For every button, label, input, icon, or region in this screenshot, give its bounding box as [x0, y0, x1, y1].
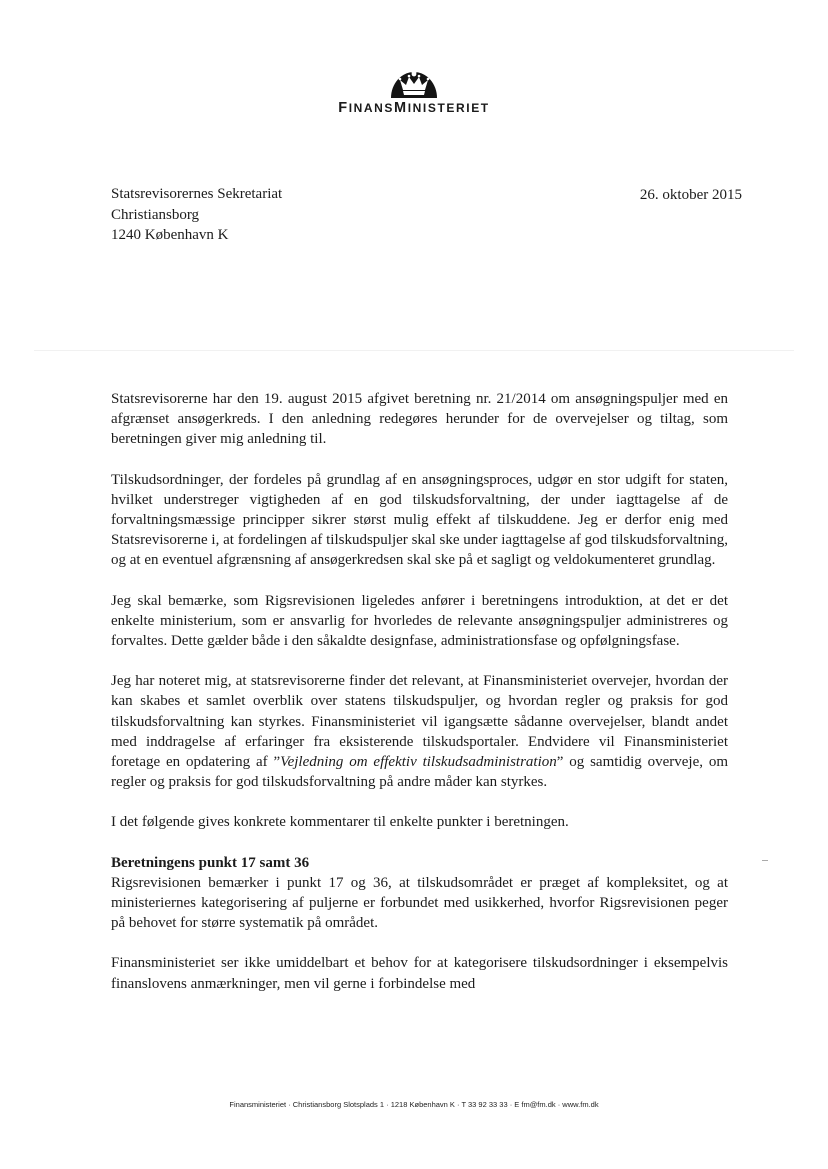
recipient-address: [111, 184, 282, 246]
letter-body: [111, 389, 728, 994]
paragraph-4: Jeg har noteret mig, at statsrevisorerne finder det relevant, at Finansministeriet overvejer, hvordan der kan skabes et samlet overblik over statens tilskudspuljer, og hvordan regler og praksis for god tilskudsforvaltning kan styrkes. Finansministeriet vil igangsætte sådanne overvejelser, blandt andet med inddragelse af erfaringer fra eksisterende tilskudsportaler. Endvidere vil Finansministeriet foretage en opdatering af ”Vejledning om effektiv tilskudsadministration” og samtidig overveje, om regler og praksis for god tilskudsforvaltning på andre måder kan styrkes.: [111, 673, 728, 791]
footer-contact: Finansministeriet · Christiansborg Slotsplads 1 · 1218 København K · T 33 92 33 33 · E fm@fm.dk · www.fm.dk: [229, 1100, 599, 1109]
crown-logo-icon: [389, 68, 439, 98]
section-heading: Beretningens punkt 17 samt 36: [111, 854, 310, 871]
paragraph-3: Jeg skal bemærke, som Rigsrevisionen ligeledes anfører i beretningens introduktion, at det er det enkelte ministerium, som er ansvarlig for hvorledes de relevante ansøgningspuljer administreres og forvaltes. Dette gælder både i den såkaldte designfase, administrationsfase og opfølgningsfase.: [111, 592, 728, 650]
ministry-name: FINANSMINISTERIET: [338, 100, 490, 116]
paragraph-5: I det følgende gives konkrete kommentarer til enkelte punkter i beretningen.: [111, 814, 569, 831]
letter-date: 26. oktober 2015: [639, 187, 742, 203]
ministry-logo: [0, 68, 828, 98]
paragraph-1: Statsrevisorerne har den 19. august 2015 afgivet beretning nr. 21/2014 om ansøgningspuljer med en afgrænset ansøgerkreds. I den anledning redegøres herunder for de overvejelser og tiltag, som beretningen giver mig anledning til.: [111, 391, 728, 448]
margin-mark: [762, 860, 768, 861]
recipient-line-1: Statsrevisorernes Sekretariat: [111, 186, 283, 202]
paragraph-7: Finansministeriet ser ikke umiddelbart et behov for at kategorisere tilskudsordninger i eksempelvis finanslovens anmærkninger, men vil gerne i forbindelse med: [111, 955, 728, 992]
recipient-line-3: 1240 København K: [111, 227, 229, 243]
guide-title: Vejledning om effektiv tilskudsadministration: [280, 754, 557, 771]
faint-divider: [34, 350, 794, 351]
recipient-line-2: Christiansborg: [111, 206, 200, 223]
paragraph-2: Tilskudsordninger, der fordeles på grundlag af en ansøgningsproces, udgør en stor udgift for staten, hvilket understreger vigtigheden af en god tilskudsforvaltning, der under iagttagelse af de forvaltningsmæssige principper sikrer størst mulig effekt af tilskuddene. Jeg er derfor enig med Statsrevisorerne i, at fordelingen af tilskudspuljer skal ske under iagttagelse af god tilskudsforvaltning, og at en eventuel afgrænsning af ansøgerkredsen skal ske på et sagligt og veldokumenteret grundlag.: [111, 471, 728, 569]
paragraph-6: Rigsrevisionen bemærker i punkt 17 og 36, at tilskudsområdet er præget af kompleksitet, og at ministeriernes kategorisering af puljerne er forbundet med usikkerhed, hvorfor Rigsrevisionen peger på behovet for større systematik på området.: [111, 874, 728, 932]
